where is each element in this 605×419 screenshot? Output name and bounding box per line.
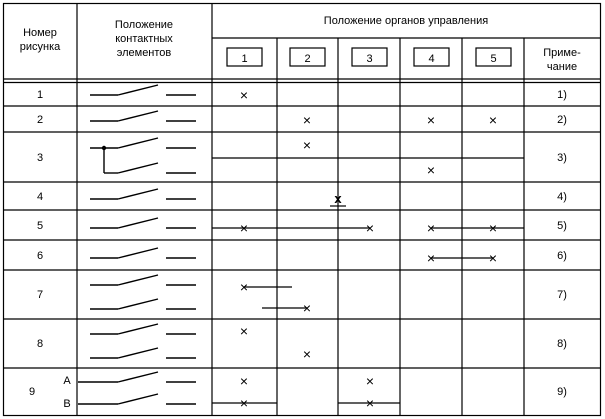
header-note-line2: чание <box>546 61 578 73</box>
row-number-2: 2 <box>36 114 44 126</box>
row-9-sublabel-b: В <box>63 398 71 410</box>
mark-r9a-c1: × <box>239 373 249 389</box>
header-contact-position-line3: элементов <box>116 47 172 59</box>
mark-r4-c2-c3: x <box>334 191 342 206</box>
mark-r9b-c3: × <box>365 395 375 411</box>
row-note-5: 5) <box>557 220 567 232</box>
header-figure-number-line2: рисунка <box>19 41 61 53</box>
row-number-9: 9 <box>28 386 36 398</box>
control-number-5: 5 <box>490 53 497 65</box>
control-number-3: 3 <box>366 53 373 65</box>
header-figure-number-line1: Номер <box>23 27 57 39</box>
row-number-3: 3 <box>36 152 44 164</box>
header-note-line1: Приме- <box>543 47 581 59</box>
header-contact-position-line2: контактных <box>115 33 173 45</box>
row-note-4: 4) <box>557 191 567 203</box>
control-number-1: 1 <box>241 53 248 65</box>
row-number-7: 7 <box>36 289 44 301</box>
row-note-2: 2) <box>557 114 567 126</box>
mark-r9b-c1: × <box>239 395 249 411</box>
mark-r5-c4: × <box>426 220 436 236</box>
mark-r1-c1: × <box>239 87 249 103</box>
control-number-4: 4 <box>428 53 435 65</box>
control-number-2: 2 <box>304 53 311 65</box>
row-number-5: 5 <box>36 220 44 232</box>
header-controls-position: Положение органов управления <box>323 15 489 27</box>
row-note-3: 3) <box>557 152 567 164</box>
mark-r5-c5: × <box>488 220 498 236</box>
mark-r7a-c1: × <box>239 279 249 295</box>
mark-r2-c5: × <box>488 112 498 128</box>
row-9-sublabel-a: А <box>63 375 71 387</box>
mark-r5-c1: × <box>239 220 249 236</box>
mark-r3a-c2: × <box>302 137 312 153</box>
row-number-8: 8 <box>36 338 44 350</box>
mark-r7b-c2: × <box>302 300 312 316</box>
mark-r5-c3: × <box>365 220 375 236</box>
row-number-6: 6 <box>36 250 44 262</box>
row-number-4: 4 <box>36 191 44 203</box>
row-note-8: 8) <box>557 338 567 350</box>
row-note-9: 9) <box>557 386 567 398</box>
row-note-6: 6) <box>557 250 567 262</box>
mark-r2-c4: × <box>426 112 436 128</box>
row-note-1: 1) <box>557 89 567 101</box>
header-contact-position-line1: Положение <box>114 19 174 31</box>
row-note-7: 7) <box>557 289 567 301</box>
mark-r6-c5: × <box>488 250 498 266</box>
mark-r8b-c2: × <box>302 346 312 362</box>
mark-r8a-c1: × <box>239 323 249 339</box>
row-number-1: 1 <box>36 89 44 101</box>
mark-r6-c4: × <box>426 250 436 266</box>
mark-r3b-c4: × <box>426 162 436 178</box>
mark-r2-c2: × <box>302 112 312 128</box>
mark-r9a-c3: × <box>365 373 375 389</box>
